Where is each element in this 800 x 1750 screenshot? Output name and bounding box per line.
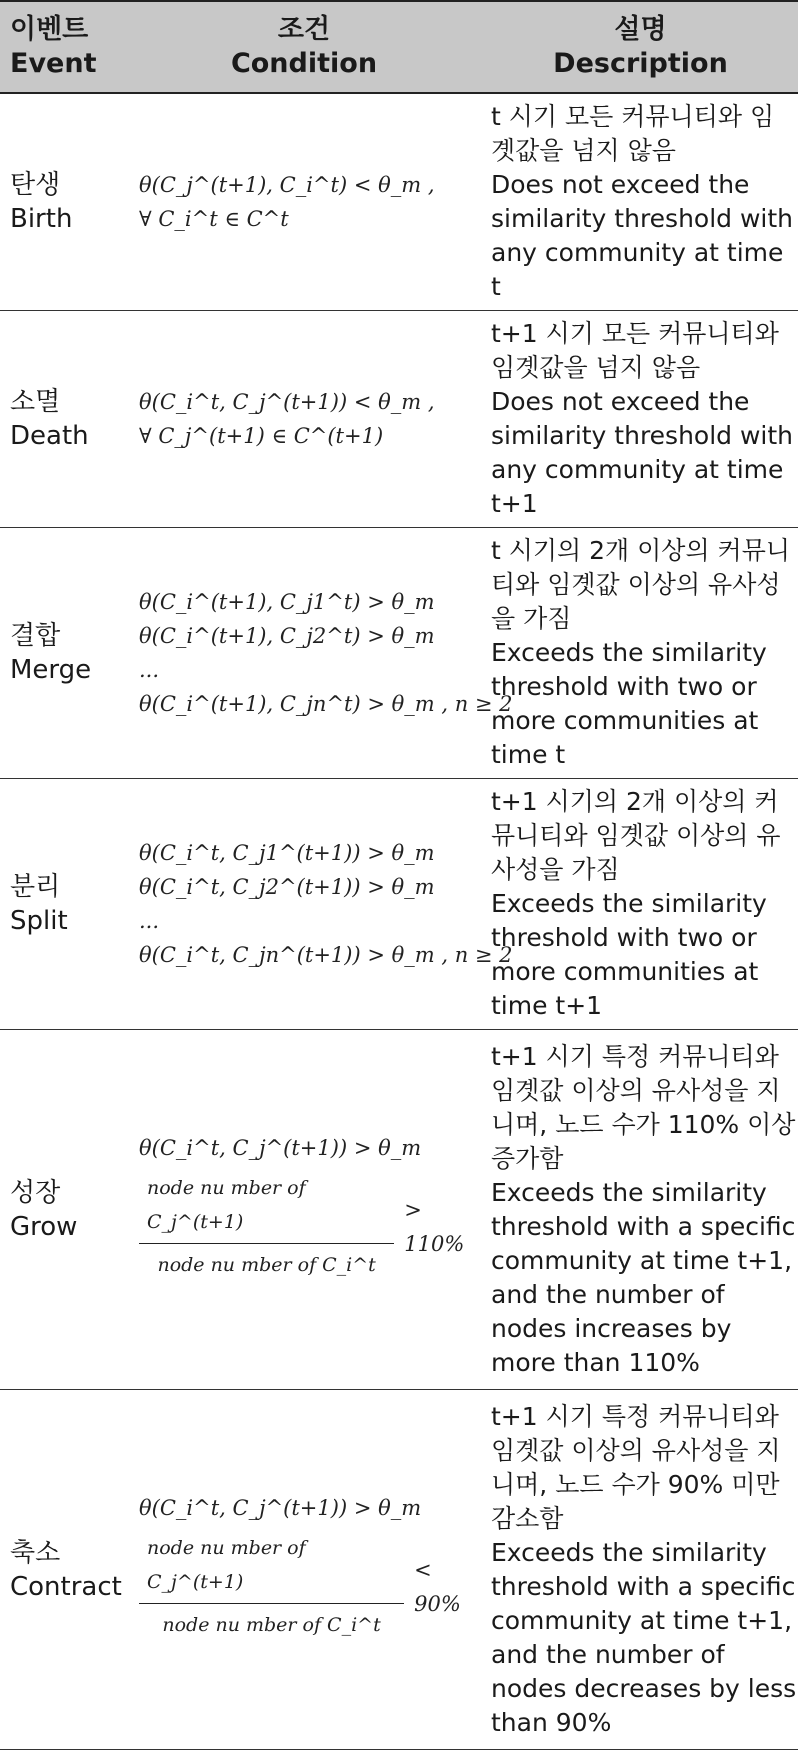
description-en: Does not exceed the similarity threshold with any community at time t+1 — [491, 387, 794, 518]
table-row-merge — [0, 528, 798, 779]
event-ko: 탄생 — [10, 170, 61, 200]
description-cell — [483, 1030, 798, 1390]
fraction-numerator: node nu mber of C_j^(t+1) — [139, 1531, 404, 1604]
description-ko: t+1 시기 모든 커뮤니티와 임곗값을 넘지 않음 — [491, 319, 779, 382]
fraction-numerator: node nu mber of C_j^(t+1) — [139, 1171, 394, 1244]
description-ko: t 시기 모든 커뮤니티와 임곗값을 넘지 않음 — [491, 102, 775, 165]
condition-cell — [125, 311, 483, 528]
table-row-birth — [0, 93, 798, 311]
event-cell — [0, 528, 125, 779]
ratio-condition — [139, 1525, 482, 1648]
description-en: Exceeds the similarity threshold with two or more communities at time t — [491, 638, 767, 769]
header-cond-en: Condition — [230, 48, 378, 79]
event-en: Merge — [10, 655, 92, 685]
description-en: Does not exceed the similarity threshold with any community at time t — [491, 170, 794, 301]
description-ko: t+1 시기 특정 커뮤니티와 임곗값 이상의 유사성을 지니며, 노드 수가 110% 이상 증가함 — [491, 1041, 796, 1173]
event-cell — [0, 311, 125, 528]
event-en: Split — [10, 906, 68, 936]
header-desc-ko: 설명 — [614, 14, 667, 45]
condition-formula: θ(C_i^(t+1), C_jn^t) > θ_m , n ≥ 2 — [139, 692, 513, 716]
description-cell — [483, 779, 798, 1030]
event-ko: 축소 — [10, 1537, 61, 1568]
condition-formula: ... — [139, 658, 160, 682]
description-cell — [483, 528, 798, 779]
description-cell — [483, 93, 798, 311]
condition-formula: θ(C_i^(t+1), C_j1^t) > θ_m — [139, 590, 435, 614]
condition-formula: ∀ C_i^t ∈ C^t — [139, 207, 289, 231]
event-en: Death — [10, 421, 89, 451]
header-description — [483, 1, 798, 93]
description-cell — [483, 311, 798, 528]
condition-cell — [125, 1390, 483, 1750]
header-cond-ko: 조건 — [277, 14, 331, 45]
event-ko: 소멸 — [10, 387, 61, 417]
condition-formula: θ(C_i^t, C_jn^(t+1)) > θ_m , n ≥ 2 — [139, 943, 513, 967]
event-ko: 분리 — [10, 872, 61, 902]
table-row-death — [0, 311, 798, 528]
condition-formula: θ(C_i^t, C_j2^(t+1)) > θ_m — [139, 875, 435, 899]
description-ko: t 시기의 2개 이상의 커뮤니티와 임곗값 이상의 유사성을 가짐 — [491, 536, 790, 633]
condition-cell — [125, 93, 483, 311]
description-en: Exceeds the similarity threshold with a specific community at time t+1, and the number of nodes increases by more than 110% — [491, 1177, 796, 1377]
table-row-grow — [0, 1030, 798, 1390]
fraction — [139, 1531, 404, 1642]
event-cell — [0, 779, 125, 1030]
fraction-denominator: node nu mber of C_i^t — [162, 1614, 381, 1636]
condition-formula: θ(C_i^t, C_j^(t+1)) > θ_m — [139, 1136, 422, 1160]
condition-cell — [125, 1030, 483, 1390]
condition-formula: θ(C_i^t, C_j^(t+1)) > θ_m — [139, 1496, 422, 1520]
event-cell — [0, 1390, 125, 1750]
condition-formula: θ(C_j^(t+1), C_i^t) < θ_m , — [139, 173, 435, 197]
condition-formula: θ(C_i^(t+1), C_j2^t) > θ_m — [139, 624, 435, 648]
condition-formula: ∀ C_j^(t+1) ∈ C^(t+1) — [139, 424, 384, 448]
event-cell — [0, 93, 125, 311]
table-row-split — [0, 779, 798, 1030]
condition-formula: θ(C_i^t, C_j1^(t+1)) > θ_m — [139, 841, 435, 865]
condition-formula: ... — [139, 909, 160, 933]
condition-cell — [125, 528, 513, 779]
description-ko: t+1 시기 특정 커뮤니티와 임곗값 이상의 유사성을 지니며, 노드 수가 90% 미만 감소함 — [491, 1401, 781, 1533]
ratio-threshold: > 110% — [404, 1197, 465, 1256]
event-ko: 결합 — [10, 621, 61, 651]
description-ko: t+1 시기의 2개 이상의 커뮤니티와 임곗값 이상의 유사성을 가짐 — [491, 787, 781, 884]
ratio-condition — [139, 1165, 482, 1288]
condition-cell — [125, 779, 513, 1030]
header-condition — [125, 1, 483, 93]
description-en: Exceeds the similarity threshold with two or more communities at time t+1 — [491, 889, 767, 1020]
header-event-en: Event — [10, 48, 97, 79]
event-en: Grow — [10, 1211, 78, 1242]
header-desc-en: Description — [553, 48, 728, 79]
description-en: Exceeds the similarity threshold with a specific community at time t+1, and the number of nodes decreases by less than 90% — [491, 1537, 797, 1737]
ratio-threshold: < 90% — [414, 1557, 461, 1616]
event-cell — [0, 1030, 125, 1390]
event-en: Contract — [10, 1571, 122, 1602]
event-ko: 성장 — [10, 1177, 61, 1208]
header-row — [0, 1, 798, 93]
condition-formula: θ(C_i^t, C_j^(t+1)) < θ_m , — [139, 390, 435, 414]
fraction — [139, 1171, 394, 1282]
table-row-contract — [0, 1390, 798, 1750]
header-event-ko: 이벤트 — [10, 14, 89, 45]
event-en: Birth — [10, 204, 73, 234]
description-cell — [483, 1390, 798, 1750]
fraction-denominator: node nu mber of C_i^t — [157, 1254, 376, 1276]
header-event — [0, 1, 125, 93]
